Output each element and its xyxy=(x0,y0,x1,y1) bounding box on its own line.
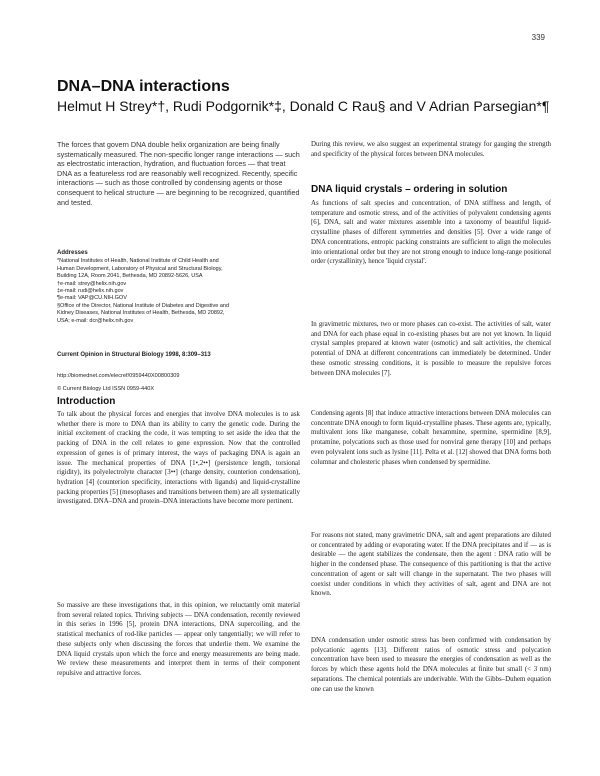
address-line: USA; e-mail: dcr@helix.nih.gov xyxy=(57,317,134,324)
article-title: DNA–DNA interactions xyxy=(57,78,230,95)
address-line: †e-mail: strey@helix.nih.gov xyxy=(57,280,127,287)
journal-url[interactable]: http://biomednet.com/elecref/0959440X00800309 xyxy=(57,373,180,379)
journal-meta-block xyxy=(57,370,300,396)
journal-citation-block xyxy=(57,351,300,359)
body-paragraph: For reasons not stated, many gravimetric DNA, salt and agent preparations are diluted or concentrated by adding or evaporating water. If the DNA precipitates and if — as is desirable — the agent stabilizes the condensate, then the agent : DNA ratio will be higher in the condensed phase. The consequence of this partitioning is that the active concentration of agent or salt will change in the supernatant. The two phases will coexist under conditions in which they activities of salt, agent and DNA are not known. xyxy=(311,532,551,598)
abstract-text: The forces that govern DNA double helix organization are being finally systematically measured. The non-specific longer range interactions — such as electrostatic interaction, hydration, and fluctuation forces — that treat DNA as a featureless rod are reasonably well recognized. Recently, specific interactions — such as those controlled by condensing agents or those consequent to helical structure — are beginning to be recognized, quantified and tested. xyxy=(57,140,300,207)
address-line: Kidney Diseases, National Institutes of Health, Bethesda, MD 20892, xyxy=(57,310,225,317)
address-line: Building 12A, Room 2041, Bethesda, MD 20892-5626, USA xyxy=(57,273,203,280)
journal-copyright: © Current Biology Ltd ISSN 0959-440X xyxy=(57,386,155,392)
journal-citation: Current Opinion in Structural Biology 1998, 8:309–313 xyxy=(57,352,211,358)
address-line: ¶e-mail: VAP@CU.NIH.GOV xyxy=(57,295,127,302)
body-paragraph: As functions of salt species and concentration, of DNA stiffness and length, of temperature and osmotic stress, and of the activities of polyvalent condensing agents [6], DNA, salt and water mixtures assemble into a taxonomy of beautiful liquid-crystalline phases of different symmetries and densities [5]. Over a wide range of DNA concentrations, entropic packing constraints are sufficient to align the molecules into orientational order but they are not strong enough to induce long-range positional order (crystallinity), hence 'liquid crystal'. xyxy=(311,200,551,266)
body-paragraph: In gravimetric mixtures, two or more phases can co-exist. The activities of salt, water and DNA for each phase equal in co-existing phases but are not yet known. In liquid crystal samples prepared at known water (osmotic) and salt activities, the chemical potential of DNA at different concentrations can immediately be determined. Under these osmotic stressing conditions, it is possible to measure the repulsive forces between DNA molecules [7]. xyxy=(311,321,551,377)
dna-liquid-crystals-heading: DNA liquid crystals – ordering in solution xyxy=(311,184,508,195)
body-paragraph: Condensing agents [8] that induce attractive interactions between DNA molecules can concentrate DNA enough to form liquid-crystalline phases. These agents are, typically, multivalent ions like manganese, cobalt hexammine, spermine, spermidine [8,9], protamine, polycations such as those used for nonviral gene therapy [10] and perhaps even polyvalent ions such as lysine [11]. Pelta et al. [12] showed that DNA forms both columnar and cholesteric phases when condensed by spermidine. xyxy=(311,410,551,466)
address-line: *National Institutes of Health, National Institute of Child Health and xyxy=(57,258,219,265)
page-number: 339 xyxy=(531,33,545,42)
address-line: Human Development, Laboratory of Physical and Structural Biology, xyxy=(57,265,223,272)
body-paragraph: DNA condensation under osmotic stress has been confirmed with condensation by polycationic agents [13]. Different ratios of osmotic stress and polycation concentration have been used to measure the energies of condensation as well as the forces by which these agents hold the DNA molecules at finite but small (< 3 nm) separations. The chemical potentials are underivable. With the Gibbs–Duhem equation one can use the known xyxy=(311,637,551,693)
addresses-block xyxy=(57,250,300,325)
article-authors: Helmut H Strey*†, Rudi Podgornik*‡, Donald C Rau§ and V Adrian Parsegian*¶ xyxy=(57,98,550,114)
introduction-heading: Introduction xyxy=(57,396,116,407)
addresses-heading: Addresses xyxy=(57,250,88,256)
abstract xyxy=(57,140,300,207)
introduction-paragraph: To talk about the physical forces and energies that involve DNA molecules is to ask whether there is more to DNA than its ability to carry the genetic code. During the initial excitement of cracking the code, it was tempting to set aside the idea that the packing of DNA in the cell relates to gene expression. Now that the controlled expression of genes is of primary interest, the ways of packaging DNA is again an issue. The mechanical properties of DNA [1•,2••] (persistence length, torsional rigidity), its polyelectrolyte character [3••] (charge density, counterion condensation), hydration [4] (counterion specificity, interactions with ligands) and liquid-crystalline packing properties [5] (mesophases and transitions between them) are all systematically investigated. DNA–DNA and protein–DNA interactions have become more pertinent. xyxy=(57,411,300,506)
address-line: §Office of the Director, National Institute of Diabetes and Digestive and xyxy=(57,302,230,309)
address-line: ‡e-mail: rudi@helix.nih.gov xyxy=(57,288,124,295)
introduction-paragraph: So massive are these investigations that, in this opinion, we reluctantly omit material from several related topics. Thriving subjects — DNA condensation, recently reviewed in this series in 1996 [5], protein DNA interactions, DNA supercoiling, and the statistical mechanics of rod-like particles — appear only tangentially; we will refer to these subjects only when discussing the forces that underlie them. We examine the DNA liquid crystals upon which the force and energy measurements are being made. We review these measurements and interpret them in terms of their component repulsive and attractive forces. xyxy=(57,602,300,677)
right-intro-paragraph: During this review, we also suggest an experimental strategy for gauging the strength and specificity of the physical forces between DNA molecules. xyxy=(311,141,551,158)
